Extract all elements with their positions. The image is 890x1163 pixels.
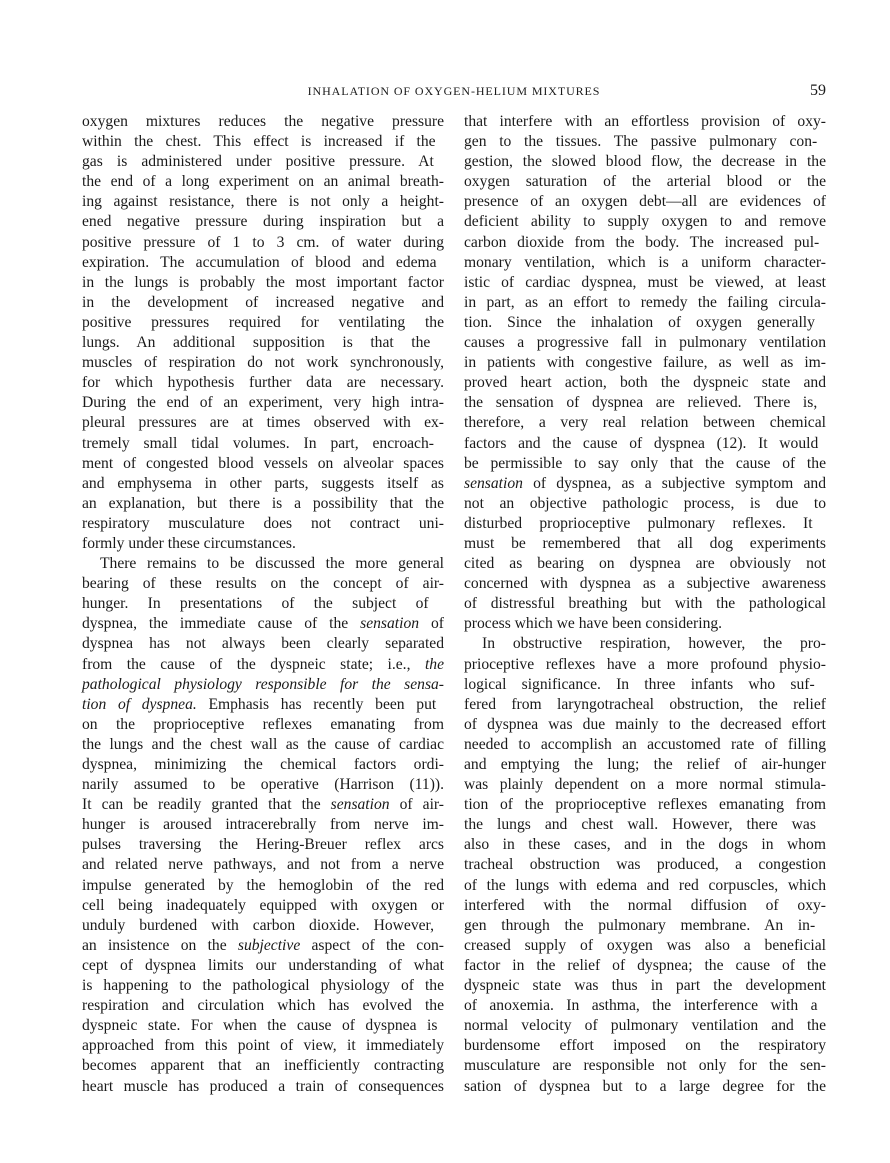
- text-line: [464, 936, 826, 956]
- text-line: [464, 896, 826, 916]
- running-title: INHALATION OF OXYGEN-HELIUM MIXTURES: [307, 84, 601, 98]
- page-number: 59: [810, 82, 826, 99]
- line-text: not an objective pathologic process, is due to: [464, 494, 826, 512]
- text-line: [82, 675, 444, 695]
- text-line: [464, 835, 826, 855]
- italic-emphasis: sensation: [360, 615, 420, 633]
- text-line: [82, 534, 444, 554]
- line-text-pre: dyspnea, the immediate cause of the: [82, 615, 361, 633]
- line-text: of anoxemia. In asthma, the interference with a: [464, 997, 818, 1015]
- text-line: [464, 956, 826, 976]
- text-line: [82, 715, 444, 735]
- line-text: heart muscle has produced a train of consequences: [82, 1077, 444, 1095]
- text-line: [82, 655, 444, 675]
- text-line: [82, 474, 444, 494]
- text-line: [82, 192, 444, 212]
- text-line: [464, 574, 826, 594]
- line-text: in the development of increased negative and: [82, 293, 444, 311]
- line-text: the end of a long experiment on an animal breath-: [82, 173, 444, 191]
- line-text: interfered with the normal diffusion of oxy-: [464, 896, 826, 914]
- line-text: concerned with dyspnea as a subjective awareness: [464, 575, 826, 593]
- text-line: [464, 192, 826, 212]
- text-line: [82, 313, 444, 333]
- text-line: [464, 514, 826, 534]
- text-line: [82, 393, 444, 413]
- line-text: In obstructive respiration, however, the pro-: [482, 635, 826, 653]
- line-text-post: aspect of the con-: [300, 936, 444, 954]
- text-line: [464, 695, 826, 715]
- text-line: [464, 1056, 826, 1076]
- text-line: [82, 976, 444, 996]
- line-text: positive pressures required for ventilating the: [82, 313, 444, 331]
- line-text: ing against resistance, there is not only a height-: [82, 193, 444, 211]
- line-text: gestion, the slowed blood flow, the decrease in the: [464, 153, 826, 171]
- line-text: unduly burdened with carbon dioxide. However,: [82, 916, 435, 934]
- text-line: [82, 735, 444, 755]
- text-line: [82, 835, 444, 855]
- text-line: [82, 514, 444, 534]
- line-text: expiration. The accumulation of blood and edema: [82, 253, 437, 271]
- text-line: [82, 1077, 444, 1097]
- text-line: [82, 855, 444, 875]
- text-line: [464, 454, 826, 474]
- line-text: approached from this point of view, it immediately: [82, 1037, 444, 1055]
- text-line: [82, 353, 444, 373]
- line-text: and emptying the lung; the relief of air-hunger: [464, 756, 826, 773]
- text-line: [464, 413, 826, 433]
- text-line: [82, 795, 444, 815]
- text-line: [464, 614, 826, 634]
- text-line: [464, 253, 826, 273]
- text-line: [82, 554, 444, 574]
- italic-emphasis: tion of dyspnea.: [82, 695, 197, 713]
- line-text: sation of dyspnea but to a large degree for the: [464, 1077, 826, 1095]
- text-line: [464, 976, 826, 996]
- text-line: [464, 755, 826, 775]
- text-line: [464, 1016, 826, 1036]
- text-line: [82, 132, 444, 152]
- text-line: [82, 936, 444, 956]
- text-line: [464, 554, 826, 574]
- text-line: [464, 815, 826, 835]
- left-column: [82, 112, 444, 1097]
- italic-emphasis: the: [424, 655, 444, 673]
- italic-emphasis: sensation: [330, 796, 390, 814]
- text-line: [82, 413, 444, 433]
- line-text: of the lungs with edema and red corpuscles, which: [464, 876, 826, 894]
- text-line: [464, 655, 826, 675]
- line-text: on the proprioceptive reflexes emanating from: [82, 715, 444, 733]
- line-text-post: of air-: [389, 796, 444, 814]
- line-text: oxygen saturation of the arterial blood or the: [464, 173, 826, 191]
- line-text: impulse generated by the hemoglobin of the red: [82, 876, 444, 894]
- text-line: [464, 634, 826, 654]
- line-text: positive pressure of 1 to 3 cm. of water during: [82, 233, 444, 251]
- line-text: burdensome effort imposed on the respiratory: [464, 1037, 826, 1055]
- right-column: [464, 112, 826, 1097]
- line-text-pre: from the cause of the dyspneic state; i.e.,: [82, 655, 425, 673]
- line-text: logical significance. In three infants who suf-: [464, 675, 815, 693]
- line-text: dyspneic state was thus in part the development: [464, 977, 826, 995]
- line-text: and emphysema in other parts, suggests itself as: [82, 474, 444, 492]
- line-text: hunger. In presentations of the subject of: [82, 595, 429, 613]
- line-text: is happening to the pathological physiology of the: [82, 977, 444, 995]
- italic-emphasis: sensation: [464, 474, 523, 492]
- text-line: [82, 775, 444, 795]
- text-line: [464, 715, 826, 735]
- line-text: [82, 795, 444, 815]
- line-text: be permissible to say only that the cause of the: [464, 454, 826, 472]
- text-line: [464, 494, 826, 514]
- line-text: the lungs and the chest wall as the cause of cardiac: [82, 735, 444, 753]
- text-line: [82, 373, 444, 393]
- text-line: [82, 1016, 444, 1036]
- line-text: There remains to be discussed the more general: [100, 555, 444, 573]
- line-text: disturbed proprioceptive pulmonary reflexes. It: [464, 514, 813, 532]
- line-text: dyspnea, minimizing the chemical factors ordi-: [82, 756, 444, 773]
- line-text: [82, 675, 444, 695]
- text-line: [464, 172, 826, 192]
- line-text-pre: It can be readily granted that the: [82, 796, 331, 814]
- text-line: [464, 132, 826, 152]
- text-line: [82, 273, 444, 293]
- text-line: [82, 956, 444, 976]
- text-line: [82, 634, 444, 654]
- text-line: [82, 212, 444, 232]
- line-text: in part, as an effort to remedy the failing circula-: [464, 293, 826, 311]
- line-text: must be remembered that all dog experiments: [464, 534, 826, 552]
- line-text: and related nerve pathways, and not from a nerve: [82, 856, 444, 874]
- line-text: gen through the pulmonary membrane. An in-: [464, 916, 816, 934]
- text-line: [464, 273, 826, 293]
- italic-emphasis: subjective: [237, 936, 301, 954]
- line-text: dyspnea has not always been clearly separated: [82, 635, 444, 653]
- text-line: [82, 1056, 444, 1076]
- text-line: [82, 574, 444, 594]
- text-line: [464, 353, 826, 373]
- text-line: [464, 393, 826, 413]
- text-line: [464, 916, 826, 936]
- text-line: [464, 233, 826, 253]
- text-line: [464, 293, 826, 313]
- line-text: presence of an oxygen debt—all are evidences of: [464, 193, 826, 211]
- line-text: [82, 695, 436, 715]
- line-text: [464, 474, 826, 494]
- line-text: fered from laryngotracheal obstruction, the relief: [464, 695, 826, 713]
- line-text: the lungs and chest wall. However, there was: [464, 816, 816, 834]
- text-line: [82, 333, 444, 353]
- line-text: bearing of these results on the concept of air-: [82, 575, 444, 593]
- line-text: cept of dyspnea limits our understanding of what: [82, 956, 444, 974]
- text-line: [82, 695, 444, 715]
- text-line: [464, 735, 826, 755]
- line-text: deficient ability to supply oxygen to and remove: [464, 213, 826, 231]
- line-text: gen to the tissues. The passive pulmonary con-: [464, 133, 818, 151]
- text-line: [82, 896, 444, 916]
- text-line: [464, 534, 826, 554]
- text-line: [82, 755, 444, 775]
- line-text: monary ventilation, which is a uniform character-: [464, 253, 826, 271]
- line-text: dyspneic state. For when the cause of dyspnea is: [82, 1017, 438, 1035]
- text-line: [464, 876, 826, 896]
- line-text: normal velocity of pulmonary ventilation and the: [464, 1017, 826, 1035]
- text-line: [82, 152, 444, 172]
- line-text: process which we have been considering.: [464, 615, 723, 633]
- text-line: [82, 172, 444, 192]
- text-line: [82, 454, 444, 474]
- line-text: prioceptive reflexes have a more profound physio-: [464, 655, 826, 673]
- line-text: that interfere with an effortless provision of oxy-: [464, 113, 826, 130]
- line-text: formly under these circumstances.: [82, 534, 296, 552]
- line-text: therefore, a very real relation between chemical: [464, 414, 826, 432]
- text-line: [464, 152, 826, 172]
- line-text: tracheal obstruction was produced, a congestion: [464, 856, 826, 874]
- line-text: During the end of an experiment, very high intra-: [82, 394, 444, 412]
- text-line: [82, 996, 444, 1016]
- line-text-post: of: [419, 615, 444, 633]
- line-text-pre: an insistence on the: [82, 936, 238, 954]
- running-head: [82, 82, 826, 102]
- text-line: [82, 233, 444, 253]
- text-line: [464, 795, 826, 815]
- text-line: [464, 434, 826, 454]
- line-text: cited as bearing on dyspnea are obviously not: [464, 555, 826, 573]
- line-text: causes a progressive fall in pulmonary ventilation: [464, 334, 826, 352]
- line-text: tremely small tidal volumes. In part, encroach-: [82, 434, 434, 452]
- line-text: respiratory musculature does not contract uni-: [82, 514, 444, 532]
- line-text: carbon dioxide from the body. The increased pul-: [464, 233, 820, 251]
- text-line: [82, 434, 444, 454]
- text-line: [464, 212, 826, 232]
- line-text: the sensation of dyspnea are relieved. There is,: [464, 394, 818, 412]
- line-text: lungs. An additional supposition is that the: [82, 334, 431, 352]
- line-text: ment of congested blood vessels on alveolar spaces: [82, 454, 444, 472]
- line-text: in the lungs is probably the most important factor: [82, 273, 444, 291]
- line-text: cell being inadequately equipped with oxygen or: [82, 896, 444, 914]
- line-text: tion of the proprioceptive reflexes emanating from: [464, 796, 826, 814]
- line-text: pleural pressures are at times observed with ex-: [82, 414, 444, 432]
- line-text: also in these cases, and in the dogs in whom: [464, 836, 826, 854]
- line-text: tion. Since the inhalation of oxygen generally: [464, 313, 815, 331]
- line-text: [82, 936, 444, 956]
- text-line: [464, 675, 826, 695]
- line-text: respiration and circulation which has evolved the: [82, 997, 444, 1015]
- line-text: was plainly dependent on a more normal stimula-: [464, 776, 826, 794]
- line-text-post: of dyspnea, as a subjective symptom and: [522, 474, 826, 492]
- text-line: [464, 1036, 826, 1056]
- text-line: [464, 373, 826, 393]
- line-text: pulses traversing the Hering-Breuer reflex arcs: [82, 836, 444, 854]
- line-text: in patients with congestive failure, as well as im-: [464, 354, 826, 372]
- text-line: [82, 1036, 444, 1056]
- text-line: [464, 996, 826, 1016]
- text-line: [82, 494, 444, 514]
- text-line: [464, 1077, 826, 1097]
- line-text: needed to accomplish an accustomed rate of filling: [464, 735, 826, 753]
- line-text: [82, 614, 444, 634]
- line-text: an explanation, but there is a possibility that the: [82, 494, 444, 512]
- line-text: for which hypothesis further data are necessary.: [82, 374, 444, 392]
- text-line: [82, 594, 444, 614]
- text-line: [82, 614, 444, 634]
- text-line: [82, 253, 444, 273]
- text-line: [464, 855, 826, 875]
- line-text: factor in the relief of dyspnea; the cause of the: [464, 956, 826, 974]
- line-text: musculature are responsible not only for the sen-: [464, 1057, 826, 1075]
- line-text: of distressful breathing but with the pathological: [464, 595, 826, 613]
- italic-emphasis: pathological physiology responsible for the sensa-: [82, 675, 444, 693]
- line-text: proved heart action, both the dyspneic state and: [464, 374, 826, 392]
- text-line: [82, 916, 444, 936]
- line-text: ened negative pressure during inspiration but a: [82, 213, 444, 231]
- text-line: [82, 293, 444, 313]
- text-line: [464, 775, 826, 795]
- line-text: oxygen mixtures reduces the negative pressure: [82, 113, 444, 130]
- line-text: creased supply of oxygen was also a beneficial: [464, 936, 826, 954]
- text-line: [464, 313, 826, 333]
- line-text: factors and the cause of dyspnea (12). It would: [464, 434, 819, 452]
- text-line: [82, 815, 444, 835]
- text-line: [464, 333, 826, 353]
- line-text: [82, 655, 444, 675]
- text-line: [464, 474, 826, 494]
- line-text: within the chest. This effect is increased if the: [82, 133, 436, 151]
- text-line: [82, 876, 444, 896]
- text-line: [464, 594, 826, 614]
- line-text-post: Emphasis has recently been put: [196, 695, 437, 713]
- text-line: [464, 112, 826, 132]
- line-text: istic of cardiac dyspnea, must be viewed, at least: [464, 273, 826, 291]
- line-text: narily assumed to be operative (Harrison (11)).: [82, 776, 444, 794]
- line-text: muscles of respiration do not work synchronously,: [82, 354, 444, 372]
- line-text: gas is administered under positive pressure. At: [82, 153, 434, 171]
- text-line: [82, 112, 444, 132]
- line-text: hunger is aroused intracerebrally from nerve im-: [82, 816, 444, 834]
- line-text: becomes apparent that an inefficiently contracting: [82, 1057, 444, 1075]
- line-text: of dyspnea was due mainly to the decreased effort: [464, 715, 826, 733]
